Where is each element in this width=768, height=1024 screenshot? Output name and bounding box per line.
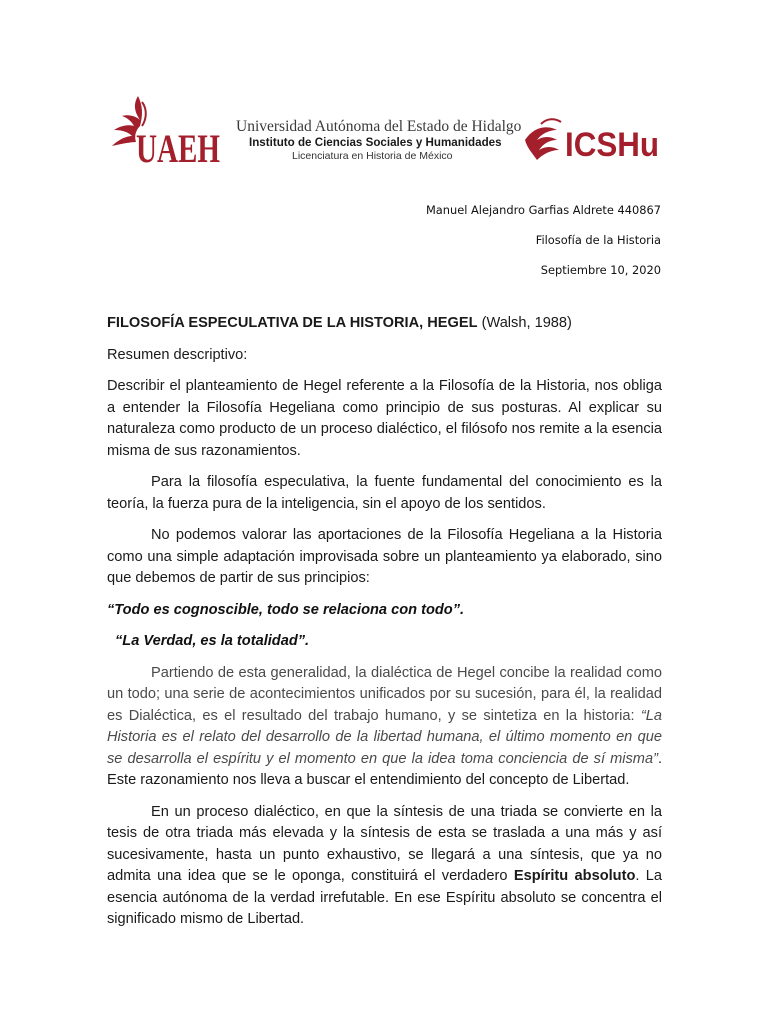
paragraph-5-end: . La esencia autónoma de la verdad irrefutable. En ese Espíritu absoluto se concentra el significado mismo de Libertad. — [107, 868, 663, 927]
paragraph-4 — [107, 663, 662, 792]
paragraph-5-bold: Espíritu absoluto — [513, 868, 636, 884]
paragraph-4-quote: “La Historia es el relato del desarrollo de la libertad humana, el último momento en que se desarrolla el espíritu y el momento en que la idea toma conciencia de sí misma” — [107, 707, 662, 767]
uaeh-logo — [106, 92, 222, 171]
paragraph-5 — [107, 802, 662, 931]
university-name: Universidad Autónoma del Estado de Hidalgo — [236, 118, 522, 135]
institute-name: Instituto de Ciencias Sociales y Humanidades — [249, 136, 502, 149]
program-name: Licenciatura en Historia de México — [292, 150, 453, 162]
document-subtitle: Resumen descriptivo: — [107, 346, 248, 363]
title-citation: (Walsh, 1988) — [477, 315, 572, 331]
paragraph-1: Describir el planteamiento de Hegel referente a la Filosofía de la Historia, nos obliga a entender la Filosofía Hegeliana como principio de sus posturas. Al explicar su naturaleza como producto de un proceso dialéctico, el filósofo nos remite a la esencia misma de sus razonamientos. — [107, 378, 662, 459]
icshu-logo-text: ICSHu — [565, 126, 659, 164]
author-name: Manuel Alejandro Garfias Aldrete 440867 — [425, 203, 661, 217]
paragraph-4-text: Partiendo de esta generalidad, la dialéctica de Hegel concibe la realidad como un todo; una serie de acontecimientos unificados por su sucesión, para él, la realidad es Dialéctica, es el resultado del trabajo humano, y se sintetiza en la historia: — [107, 664, 662, 724]
institution-names — [236, 118, 536, 163]
paragraph-5-text: En un proceso dialéctico, en que la síntesis de una triada se convierte en la tesis de otra triada más elevada y la síntesis de esta se traslada a una más y así sucesivamente, hasta un punto exhaustivo, se llegará a una síntesis, que ya no admita una idea que se le oponga, constituirá el verdadero — [107, 803, 662, 884]
letterhead — [100, 92, 670, 172]
quote-2: “La Verdad, es la totalidad”. — [115, 633, 310, 649]
paragraph-3: No podemos valorar las aportaciones de la Filosofía Hegeliana a la Historia como una simple adaptación improvisada sobre un planteamiento ya elaborado, sino que debemos de partir de sus principios: — [107, 527, 662, 586]
document-body — [107, 313, 662, 941]
quote-1: “Todo es cognoscible, todo se relaciona con todo”. — [107, 601, 465, 618]
title-bold: FILOSOFÍA ESPECULATIVA DE LA HISTORIA, HEGEL — [107, 315, 478, 331]
paragraph-4-end: . Este razonamiento nos lleva a buscar el entendimiento del concepto de Libertad. — [107, 750, 662, 788]
document-date: Septiembre 10, 2020 — [540, 263, 661, 277]
author-info — [426, 202, 661, 292]
icshu-logo — [521, 110, 663, 164]
course-name: Filosofía de la Historia — [535, 233, 661, 247]
uaeh-logo-text: UAEH — [136, 126, 220, 171]
paragraph-2: Para la filosofía especulativa, la fuente fundamental del conocimiento es la teoría, la fuerza pura de la inteligencia, sin el apoyo de los sentidos. — [107, 474, 662, 512]
document-title — [107, 313, 662, 335]
